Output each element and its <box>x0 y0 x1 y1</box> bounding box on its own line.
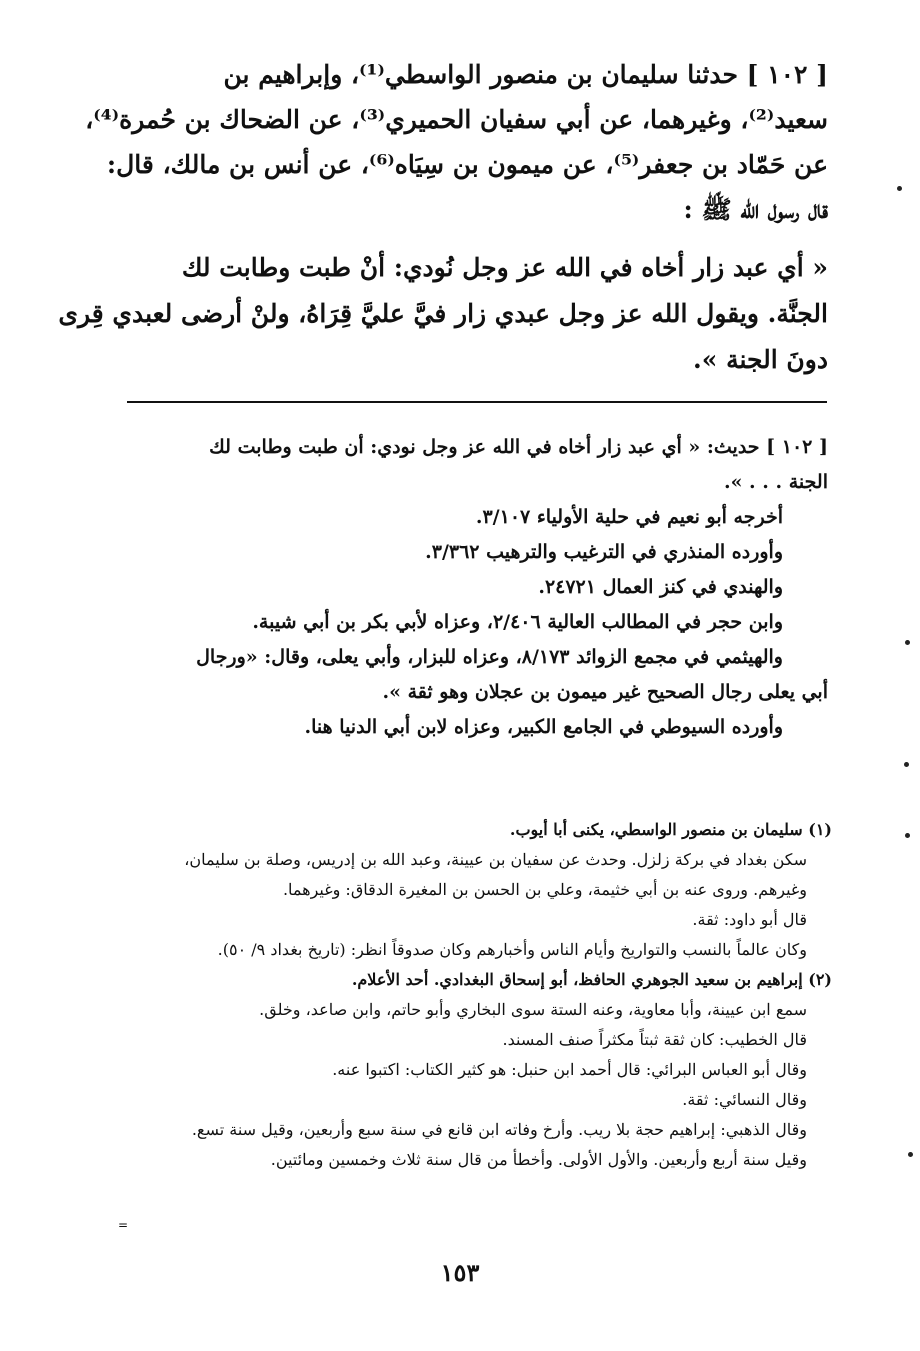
footnote-line: وقيل سنة أربع وأربعين. والأول الأولى. وأخطأ من قال سنة ثلاث وخمسين ومائتين. <box>270 1150 807 1169</box>
footnote-line: سكن بغداد في بركة زلزل. وحدث عن سفيان بن عيينة، وعبد الله بن إدريس، وصلة بن سليمان، <box>184 850 807 869</box>
takhrij-line: وابن حجر في المطالب العالية ٢/٤٠٦، وعزاه لأبي بكر بن أبي شيبة. <box>252 611 783 633</box>
takhrij-line: وأورده المنذري في الترغيب والترهيب ٣/٣٦٢. <box>425 541 783 563</box>
takhrij-line: والهيثمي في مجمع الزوائد ٨/١٧٣، وعزاه للبزار، وأبي يعلى، وقال: «ورجال <box>196 646 783 668</box>
takhrij-continuation: أبي يعلى رجال الصحيح غير ميمون بن عجلان وهو ثقة ». <box>382 681 828 703</box>
footnote-line: قال أبو داود: ثقة. <box>692 910 807 929</box>
footnote-line: وقال الذهبي: إبراهيم حجة بلا ريب. وأرخ وفاته ابن قانع في سنة سبع وأربعين، وقيل سنة تسع. <box>191 1120 807 1139</box>
scan-speck <box>908 1152 913 1157</box>
matn-line: الجنَّة. ويقول الله عز وجل عبدي زار فيَّ عليَّ قِرَاهُ، ولنْ أرضى لعبدي قِرى <box>58 299 828 328</box>
scan-mark: = <box>118 1218 129 1232</box>
hadith-isnad <box>85 52 828 232</box>
takhrij-section <box>128 430 828 745</box>
takhrij-heading-line: [ ١٠٢ ] حديث: « أي عبد زار أخاه في الله عز وجل نودي: أن طبت وطابت لك <box>209 436 828 458</box>
footnote-1-head: (١) سليمان بن منصور الواسطي، يكنى أبا أيوب. <box>509 820 832 839</box>
scan-speck <box>897 186 902 191</box>
scan-speck <box>904 762 909 767</box>
takhrij-heading-line: الجنة . . . ». <box>723 471 828 493</box>
matn-line: « أي عبد زار أخاه في الله عز وجل نُودي: أنْ طبت وطابت لك <box>181 253 828 282</box>
scan-speck <box>905 640 910 645</box>
footnote-2-head: (٢) إبراهيم بن سعيد الجوهري الحافظ، أبو إسحاق البغدادي. أحد الأعلام. <box>351 970 832 989</box>
takhrij-line: والهندي في كنز العمال ٢٤٧٢١. <box>538 576 783 598</box>
isnad-line: [ ١٠٢ ] حدثنا سليمان بن منصور الواسطي⁽¹⁾، وإبراهيم بن <box>223 60 828 89</box>
isnad-line: عن حَمّاد بن جعفر⁽⁵⁾، عن ميمون بن سِيَاه⁽⁶⁾، عن أنس بن مالك، قال: <box>106 150 828 179</box>
footnotes <box>127 815 832 1175</box>
matn-line: دونَ الجنة ». <box>693 345 828 374</box>
footnote-line: قال الخطيب: كان ثقة ثبتاً مكثراً صنف المسند. <box>502 1030 807 1049</box>
footnote-line: وكان عالماً بالنسب والتواريخ وأيام الناس وأخبارهم وكان صدوقاً انظر: (تاريخ بغداد ٩/ ٥٠). <box>217 940 807 959</box>
footnote-divider <box>127 401 827 403</box>
scan-speck <box>905 833 910 838</box>
takhrij-line: أخرجه أبو نعيم في حلية الأولياء ٣/١٠٧. <box>475 506 783 528</box>
isnad-line: سعيد⁽²⁾، وغيرهما، عن أبي سفيان الحميري⁽³⁾، عن الضحاك بن حُمرة⁽⁴⁾، <box>85 105 828 134</box>
hadith-matn <box>58 245 828 383</box>
takhrij-line: وأورده السيوطي في الجامع الكبير، وعزاه لابن أبي الدنيا هنا. <box>304 716 783 738</box>
page-number: ١٥٣ <box>440 1258 480 1287</box>
footnote-line: وقال أبو العباس البرائي: قال أحمد ابن حنبل: هو كثير الكتاب: اكتبوا عنه. <box>332 1060 807 1079</box>
footnote-line: وقال النسائي: ثقة. <box>682 1090 807 1109</box>
isnad-line: قال رسول الله ﷺ : <box>683 195 828 224</box>
footnote-line: وغيرهم. وروى عنه بن أبي خثيمة، وعلي بن الحسن بن المغيرة الدقاق: وغيرهما. <box>282 880 807 899</box>
footnote-line: سمع ابن عيينة، وأبا معاوية، وعنه الستة سوى البخاري وأبو حاتم، وابن صاعد، وخلق. <box>259 1000 807 1019</box>
